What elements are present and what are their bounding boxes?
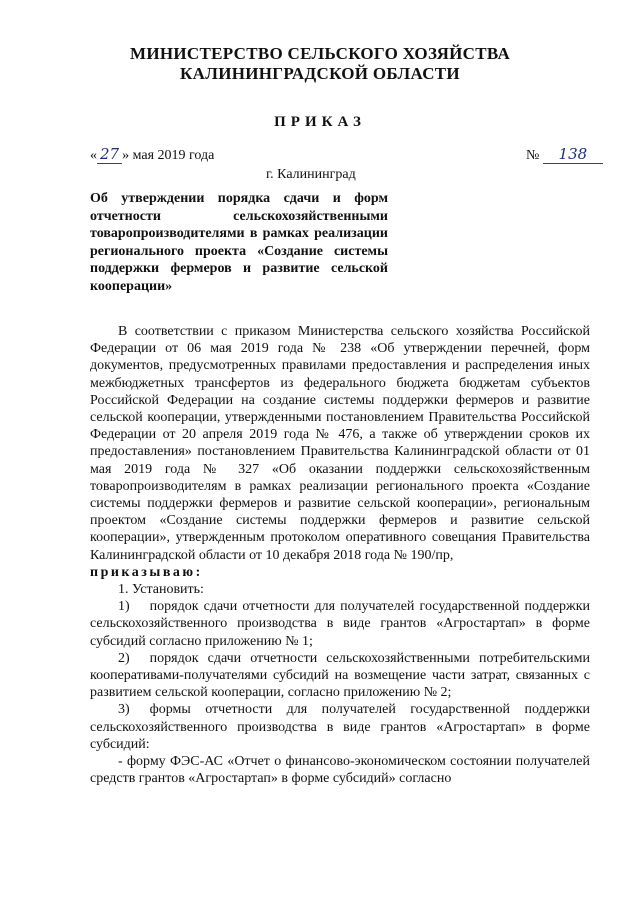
date-month-year: » мая 2019 года <box>122 148 215 163</box>
item-1: 1. Установить: <box>118 582 204 598</box>
document-type-title: ПРИКАЗ <box>274 114 366 130</box>
number-prefix: № <box>526 148 540 163</box>
item-1-sub-1 <box>90 598 590 650</box>
city: г. Калининград <box>266 167 356 182</box>
sub-3-dash-1: - форму ФЭС-АС «Отчет о финансово-экономическом состоянии получателей средств грантов «Агростартап» в форме субсидий» согласно <box>90 754 590 787</box>
sub-2-number: 2) <box>118 650 130 666</box>
ministry-name-line1: МИНИСТЕРСТВО СЕЛЬСКОГО ХОЗЯЙСТВА <box>129 44 511 63</box>
number-handwritten: 138 <box>543 145 603 164</box>
order-number <box>526 145 603 164</box>
date-quote-open: « <box>90 148 97 163</box>
intro-paragraph: В соответствии с приказом Министерства сельского хозяйства Российской Федерации от 06 мая 2019 года № 238 «Об утверждении перечней, форм документов, предусмотренных правилами предоставления и распределения иных межбюджетных трансфертов из федерального бюджета бюджетам субъектов Российской Федерации на создание системы поддержки фермеров и развитие сельской кооперации, утвержденными постановлением Правительства Российской Федерации от 20 апреля 2019 года № 476, а также об утверждении сроков их предоставления» постановлением Правительства Калининградской области от 01 мая 2019 года № 327 «Об оказании поддержки сельскохозяйственным товаропроизводителям в рамках реализации регионального проекта «Создание системы поддержки фермеров и развитие сельской кооперации», региональным проектом «Создание системы поддержки фермеров и развитие сельской кооперации», утвержденным протоколом оперативного совещания Правительства Калининградской области от 10 декабря 2018 года № 190/пр, <box>90 324 590 563</box>
order-body <box>90 323 590 787</box>
sub-2-text: порядок сдачи отчетности сельскохозяйственными потребительскими кооперативами-получателями субсидий на возмещение части затрат, связанных с развитием сельской кооперации, согласно приложению № 2; <box>90 650 590 701</box>
sub-1-number: 1) <box>118 599 130 615</box>
sub-1-text: порядок сдачи отчетности для получателей государственной поддержки сельскохозяйственного производства в виде грантов «Агростартап» в форме субсидий согласно приложению № 1; <box>90 599 590 649</box>
item-1-sub-3 <box>90 701 590 753</box>
order-subject: Об утверждении порядка сдачи и форм отчетности сельскохозяйственными товаропроизводителями в рамках реализации регионального проекта «Создание системы поддержки фермеров и развитие сельской кооперации» <box>90 191 388 294</box>
order-word-paragraph <box>90 564 590 581</box>
date-day-handwritten: 27 <box>97 145 122 164</box>
sub-3-text: формы отчетности для получателей государственной поддержки сельскохозяйственного производства в виде грантов «Агростартап» в форме субсидий: <box>90 702 590 752</box>
order-date <box>90 145 214 164</box>
ministry-name-line2: КАЛИНИНГРАДСКОЙ ОБЛАСТИ <box>180 64 460 83</box>
order-word: приказываю: <box>90 564 203 580</box>
item-1-sub-2 <box>90 650 590 702</box>
sub-3-number: 3) <box>118 702 130 718</box>
